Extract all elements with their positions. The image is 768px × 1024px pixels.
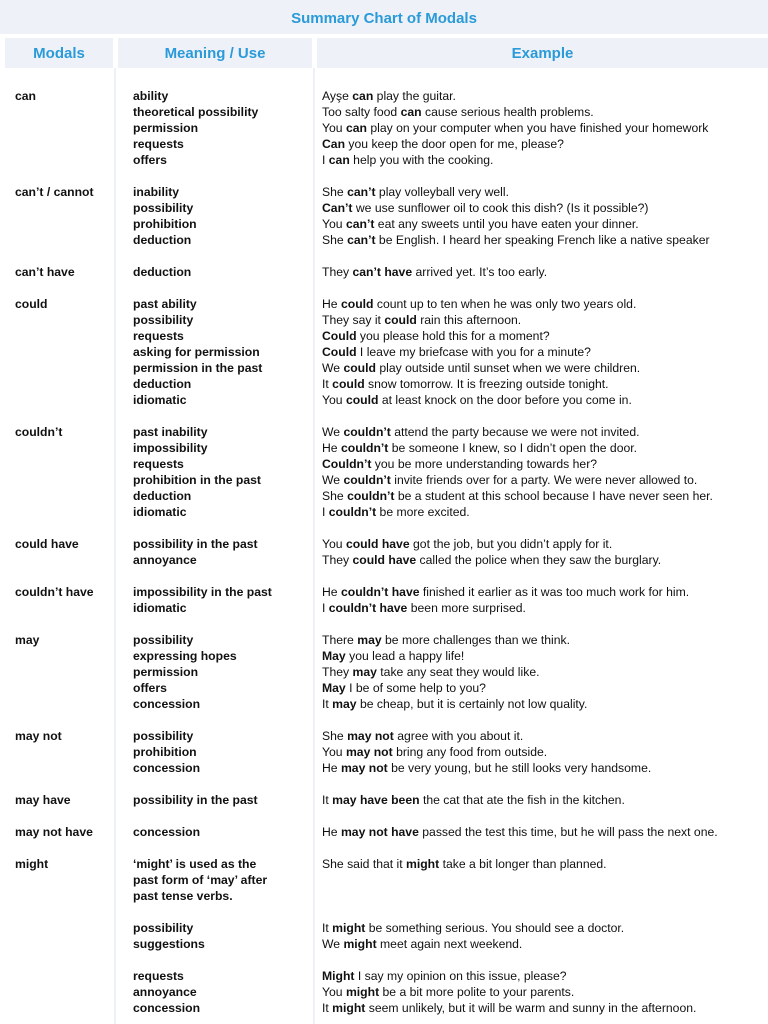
header-meaning: Meaning / Use	[118, 38, 312, 68]
example-cell	[322, 632, 570, 648]
modal-highlight: couldn’t have	[328, 601, 408, 615]
example-text: It	[322, 377, 333, 391]
meaning-cell: concession	[133, 761, 201, 775]
example-text: It	[322, 1001, 333, 1015]
example-text: play outside until sunset when we were children.	[375, 361, 641, 375]
modal-highlight: Could	[322, 345, 357, 359]
example-cell	[322, 552, 661, 568]
example-text: play volleyball very well.	[375, 185, 509, 199]
example-cell	[322, 184, 509, 200]
meaning-cell: deduction	[133, 233, 192, 247]
example-text: You	[322, 393, 346, 407]
example-text: You	[322, 537, 346, 551]
meaning-cell: annoyance	[133, 553, 197, 567]
modal-highlight: may	[357, 633, 382, 647]
modal-cell: may have	[15, 793, 71, 807]
example-cell	[322, 136, 564, 152]
modal-cell: couldn’t have	[15, 585, 94, 599]
modal-highlight: couldn’t have	[340, 585, 420, 599]
example-text: you lead a happy life!	[345, 649, 465, 663]
example-text: cause serious health problems.	[421, 105, 594, 119]
meaning-cell: requests	[133, 137, 184, 151]
example-text: help you with the cooking.	[349, 153, 494, 167]
example-text: It	[322, 921, 333, 935]
example-text: You	[322, 217, 346, 231]
example-text: count up to ten when he was only two years old.	[373, 297, 637, 311]
meaning-cell: idiomatic	[133, 393, 187, 407]
example-cell	[322, 376, 609, 392]
meaning-cell: requests	[133, 969, 184, 983]
modal-cell: may not	[15, 729, 62, 743]
modal-cell: can’t have	[15, 265, 75, 279]
example-text: be cheap, but it is certainly not low quality.	[356, 697, 588, 711]
modal-highlight: May	[322, 681, 346, 695]
example-text: There	[322, 633, 358, 647]
meaning-cell: past inability	[133, 425, 208, 439]
meaning-cell: offers	[133, 681, 167, 695]
example-cell	[322, 664, 539, 680]
example-cell	[322, 600, 526, 616]
modal-highlight: could have	[352, 553, 417, 567]
meaning-cell: offers	[133, 153, 167, 167]
modal-cell: could have	[15, 537, 79, 551]
meaning-cell: asking for permission	[133, 345, 260, 359]
meaning-cell: possibility	[133, 921, 194, 935]
meaning-cell: annoyance	[133, 985, 197, 999]
example-text: She said that it	[322, 857, 407, 871]
example-cell	[322, 216, 639, 232]
example-text: She	[322, 233, 348, 247]
example-text: you please hold this for a moment?	[356, 329, 550, 343]
modal-cell: can’t / cannot	[15, 185, 94, 199]
example-cell	[322, 936, 522, 952]
example-text: He	[322, 297, 341, 311]
meaning-cell: inability	[133, 185, 180, 199]
example-text: They	[322, 665, 353, 679]
example-text: got the job, but you didn’t apply for it.	[409, 537, 613, 551]
modal-highlight: can	[345, 121, 367, 135]
meaning-cell: idiomatic	[133, 505, 187, 519]
example-cell	[322, 792, 625, 808]
example-text: be more excited.	[376, 505, 470, 519]
modal-highlight: might	[343, 937, 377, 951]
example-text: Too salty food	[322, 105, 401, 119]
example-text: be someone I knew, so I didn’t open the door.	[388, 441, 638, 455]
example-cell	[322, 440, 637, 456]
example-cell	[322, 536, 612, 552]
meaning-cell: past tense verbs.	[133, 889, 233, 903]
meaning-cell: concession	[133, 697, 201, 711]
meaning-cell: requests	[133, 457, 184, 471]
example-cell	[322, 744, 547, 760]
example-text: passed the test this time, but he will pass the next one.	[418, 825, 718, 839]
example-text: we use sunflower oil to cook this dish? (Is it possible?)	[352, 201, 649, 215]
example-cell	[322, 584, 689, 600]
meaning-cell: concession	[133, 1001, 201, 1015]
example-text: be English. I heard her speaking French like a native speaker	[375, 233, 710, 247]
example-cell	[322, 488, 713, 504]
example-text: play the guitar.	[373, 89, 456, 103]
example-cell	[322, 232, 710, 248]
example-text: He	[322, 825, 341, 839]
example-text: They say it	[322, 313, 385, 327]
meaning-cell: suggestions	[133, 937, 205, 951]
example-cell	[322, 296, 636, 312]
example-cell	[322, 472, 697, 488]
modal-highlight: Can’t	[322, 201, 353, 215]
example-text: be very young, but he still looks very handsome.	[387, 761, 652, 775]
example-text: I	[322, 601, 329, 615]
meaning-cell: permission in the past	[133, 361, 263, 375]
modal-highlight: may not	[340, 761, 388, 775]
example-cell	[322, 360, 640, 376]
example-text: They	[322, 553, 353, 567]
example-cell	[322, 824, 718, 840]
example-cell	[322, 1000, 696, 1016]
example-text: you be more understanding towards her?	[371, 457, 598, 471]
example-text: be a bit more polite to your parents.	[379, 985, 575, 999]
example-cell	[322, 104, 594, 120]
example-text: called the police when they saw the burglary.	[416, 553, 662, 567]
meaning-cell: requests	[133, 329, 184, 343]
example-text: arrived yet. It’s too early.	[412, 265, 548, 279]
modal-highlight: might	[332, 1001, 366, 1015]
example-text: She	[322, 729, 348, 743]
example-text: take any seat they would like.	[376, 665, 540, 679]
modal-highlight: Couldn’t	[322, 457, 372, 471]
example-cell	[322, 120, 708, 136]
modal-highlight: can	[328, 153, 350, 167]
modal-highlight: could	[332, 377, 365, 391]
modal-highlight: could	[345, 393, 379, 407]
meaning-cell: permission	[133, 665, 199, 679]
example-text: attend the party because we were not invited.	[390, 425, 640, 439]
modal-cell: couldn’t	[15, 425, 63, 439]
meaning-cell: prohibition	[133, 745, 197, 759]
modal-highlight: couldn’t	[340, 441, 389, 455]
example-text: eat any sweets until you have eaten your dinner.	[374, 217, 639, 231]
example-cell	[322, 200, 649, 216]
modal-highlight: can’t	[347, 233, 376, 247]
example-cell	[322, 328, 550, 344]
modal-cell: may	[15, 633, 40, 647]
example-text: finished it earlier as it was too much work for him.	[419, 585, 690, 599]
example-cell	[322, 344, 591, 360]
example-text: Ayşe	[322, 89, 353, 103]
example-cell	[322, 968, 567, 984]
modal-highlight: may not	[347, 729, 394, 743]
modal-highlight: Could	[322, 329, 357, 343]
modal-highlight: may not	[345, 745, 393, 759]
meaning-cell: deduction	[133, 265, 192, 279]
example-text: She	[322, 489, 348, 503]
example-text: I	[322, 153, 329, 167]
example-cell	[322, 856, 607, 872]
example-cell	[322, 152, 493, 168]
meaning-cell: possibility	[133, 633, 194, 647]
modal-highlight: May	[322, 649, 346, 663]
example-text: We	[322, 473, 344, 487]
example-text: We	[322, 361, 344, 375]
modal-cell: can	[15, 89, 37, 103]
meaning-cell: past form of ‘may’ after	[133, 873, 268, 887]
meaning-cell: concession	[133, 825, 201, 839]
example-text: agree with you about it.	[393, 729, 524, 743]
meaning-cell: deduction	[133, 489, 192, 503]
meaning-cell: possibility	[133, 313, 194, 327]
example-cell	[322, 264, 547, 280]
example-text: He	[322, 585, 341, 599]
modal-highlight: can’t have	[352, 265, 413, 279]
example-text: I be of some help to you?	[345, 681, 486, 695]
example-text: at least knock on the door before you come in.	[378, 393, 632, 407]
modal-highlight: might	[345, 985, 380, 999]
meaning-cell: ‘might’ is used as the	[133, 857, 257, 871]
example-text: snow tomorrow. It is freezing outside tonight.	[364, 377, 609, 391]
meaning-cell: impossibility	[133, 441, 208, 455]
example-text: We	[322, 425, 344, 439]
modal-highlight: may	[332, 697, 357, 711]
meaning-cell: prohibition in the past	[133, 473, 261, 487]
example-cell	[322, 88, 456, 104]
meaning-cell: possibility	[133, 729, 194, 743]
example-cell	[322, 760, 651, 776]
example-cell	[322, 648, 464, 664]
meaning-cell: prohibition	[133, 217, 197, 231]
example-text: bring any food from outside.	[392, 745, 548, 759]
example-cell	[322, 920, 624, 936]
chart-title: Summary Chart of Modals	[291, 9, 477, 27]
example-cell	[322, 984, 574, 1000]
example-text: rain this afternoon.	[416, 313, 522, 327]
modal-cell: could	[15, 297, 48, 311]
meaning-cell: possibility in the past	[133, 793, 258, 807]
modal-cell: may not have	[15, 825, 93, 839]
meaning-cell: ability	[133, 89, 169, 103]
modal-highlight: may not have	[340, 825, 419, 839]
example-text: He	[322, 761, 341, 775]
header-example: Example	[317, 38, 768, 68]
modal-highlight: could	[343, 361, 376, 375]
modal-highlight: couldn’t	[347, 489, 395, 503]
example-text: been more surprised.	[407, 601, 526, 615]
header-modals: Modals	[5, 38, 113, 68]
example-text: It	[322, 793, 333, 807]
example-cell	[322, 504, 470, 520]
example-text: be more challenges than we think.	[381, 633, 570, 647]
meaning-cell: idiomatic	[133, 601, 187, 615]
example-cell	[322, 392, 632, 408]
modal-highlight: could	[340, 297, 374, 311]
modal-highlight: can’t	[345, 217, 375, 231]
example-text: I	[322, 505, 329, 519]
example-text: You	[322, 985, 346, 999]
meaning-cell: deduction	[133, 377, 192, 391]
modal-highlight: can	[400, 105, 422, 119]
example-text: It	[322, 697, 333, 711]
modal-cell: might	[15, 857, 49, 871]
modal-highlight: can	[352, 89, 374, 103]
example-cell	[322, 680, 486, 696]
example-text: We	[322, 937, 344, 951]
example-text: you keep the door open for me, please?	[345, 137, 564, 151]
example-text: invite friends over for a party. We were never allowed to.	[390, 473, 698, 487]
modal-highlight: may have been	[332, 793, 420, 807]
example-cell	[322, 424, 640, 440]
example-cell	[322, 312, 521, 328]
modal-highlight: couldn’t	[343, 473, 391, 487]
example-text: be something serious. You should see a doctor.	[365, 921, 625, 935]
example-cell	[322, 456, 597, 472]
example-cell	[322, 728, 523, 744]
example-text: She	[322, 185, 348, 199]
example-text: the cat that ate the fish in the kitchen.	[419, 793, 625, 807]
meaning-cell: possibility in the past	[133, 537, 258, 551]
modal-highlight: couldn’t	[343, 425, 391, 439]
example-text: You	[322, 745, 346, 759]
modal-highlight: couldn’t	[328, 505, 377, 519]
modal-highlight: could	[384, 313, 417, 327]
modal-highlight: Can	[322, 137, 346, 151]
example-text: meet again next weekend.	[376, 937, 523, 951]
example-text: I leave my briefcase with you for a minute?	[356, 345, 591, 359]
modal-highlight: can’t	[347, 185, 376, 199]
meaning-cell: possibility	[133, 201, 194, 215]
modal-highlight: may	[352, 665, 377, 679]
example-text: play on your computer when you have finished your homework	[366, 121, 709, 135]
modal-highlight: might	[406, 857, 440, 871]
modal-highlight: Might	[322, 969, 355, 983]
meaning-cell: impossibility in the past	[133, 585, 272, 599]
meaning-cell: permission	[133, 121, 199, 135]
example-text: He	[322, 441, 341, 455]
modal-highlight: could have	[345, 537, 410, 551]
example-text: I say my opinion on this issue, please?	[354, 969, 567, 983]
meaning-cell: theoretical possibility	[133, 105, 259, 119]
example-cell	[322, 696, 587, 712]
example-text: They	[322, 265, 353, 279]
example-text: You	[322, 121, 346, 135]
example-text: seem unlikely, but it will be warm and sunny in the afternoon.	[365, 1001, 697, 1015]
example-text: be a student at this school because I have never seen her.	[394, 489, 713, 503]
example-text: take a bit longer than planned.	[439, 857, 607, 871]
meaning-cell: expressing hopes	[133, 649, 237, 663]
modal-highlight: might	[332, 921, 366, 935]
meaning-cell: past ability	[133, 297, 197, 311]
